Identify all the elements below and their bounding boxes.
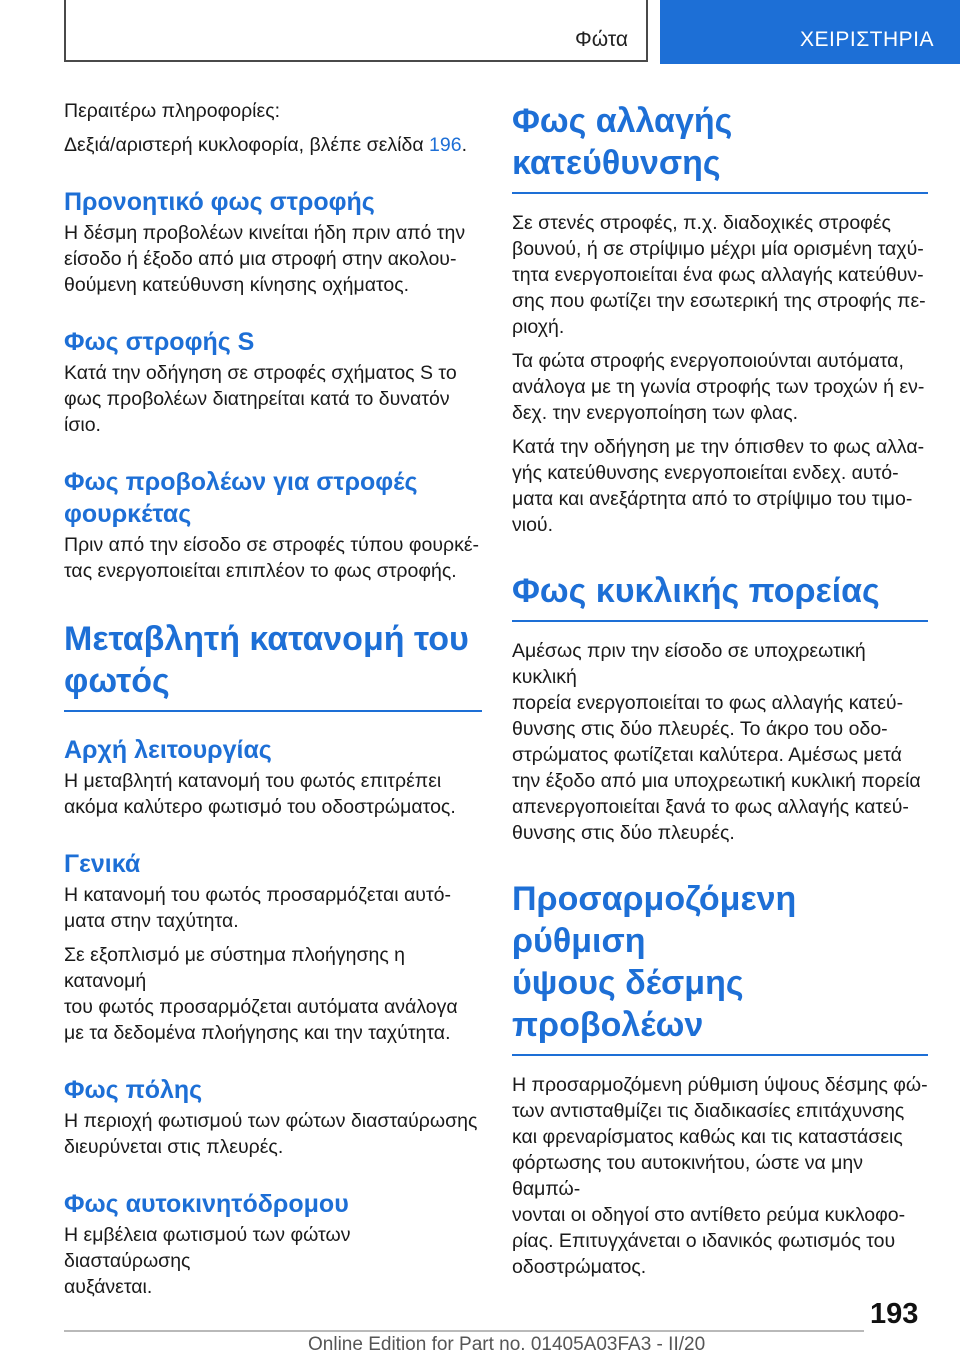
heading-line: Μεταβλητή κατανομή του <box>64 620 469 658</box>
text-line: ριοχή. <box>512 316 565 338</box>
chapter-tab <box>660 0 960 64</box>
reference-text: Δεξιά/αριστερή κυκλοφορία, βλέπε σελίδα <box>64 134 430 156</box>
text-line: διευρύνεται στις πλευρές. <box>64 1136 284 1158</box>
paragraph-general-2 <box>64 942 482 1046</box>
section-divider <box>512 192 928 194</box>
heading-principle: Αρχή λειτουργίας <box>64 736 272 764</box>
text-line: Σε στενές στροφές, π.χ. διαδοχικές στροφές <box>512 212 891 234</box>
text-line: Τα φώτα στροφής ενεργοποιούνται αυτόματα, <box>512 350 904 372</box>
text-line: βουνού, ή σε στρίψιμο μέχρι μία ορισμένη ταχύ‐ <box>512 238 924 260</box>
intro-label: Περαιτέρω πληροφορίες: <box>64 100 281 122</box>
paragraph-s-curve-light <box>64 360 482 438</box>
section-divider <box>512 620 928 622</box>
paragraph-motorway-light <box>64 1222 482 1300</box>
heading-hairpin-light <box>64 466 482 530</box>
heading-line: φωτός <box>64 662 170 700</box>
text-line: του φωτός προσαρμόζεται αυτόματα ανάλογα <box>64 996 458 1018</box>
left-column <box>64 98 482 1300</box>
text-line: ακόμα καλύτερο φωτισμό του οδοστρώματος. <box>64 796 456 818</box>
text-line: Κατά την οδήγηση σε στροφές σχήματος S το <box>64 362 457 384</box>
text-line: φως προβολέων διατηρείται κατά το δυνατόν <box>64 388 450 410</box>
text-line: πορεία ενεργοποιείται το φως αλλαγής κατεύ‐ <box>512 692 904 714</box>
right-column <box>512 100 928 1280</box>
text-line: Η δέσμη προβολέων κινείται ήδη πριν από την <box>64 222 466 244</box>
heading-s-curve-light: Φως στροφής S <box>64 328 255 356</box>
footer-divider <box>64 1330 864 1332</box>
heading-general: Γενικά <box>64 850 141 878</box>
text-line: Η μεταβλητή κατανομή του φωτός επιτρέπει <box>64 770 442 792</box>
text-line: ματα και ανεξάρτητα από το στρίψιμο του τιμο‐ <box>512 488 913 510</box>
heading-line: Προσαρμοζόμενη ρύθμιση <box>512 880 797 960</box>
heading-turning-light <box>512 100 928 184</box>
text-line: αυξάνεται. <box>64 1276 153 1298</box>
text-line: θυνσης στις δύο πλευρές. Το άκρο του οδο‐ <box>512 718 888 740</box>
heading-variable-light-distribution <box>64 618 482 702</box>
text-line: θυνσης στις δύο πλευρές. <box>512 822 735 844</box>
page-header <box>0 0 960 66</box>
section-divider <box>512 1054 928 1056</box>
intro-reference <box>64 132 482 158</box>
heading-line: Φως αλλαγής <box>512 102 733 140</box>
heading-roundabout-light: Φως κυκλικής πορείας <box>512 572 880 610</box>
heading-line: φουρκέτας <box>64 500 192 528</box>
section-tab <box>64 0 648 62</box>
text-line: γής κατεύθυνσης ενεργοποιείται ενδεχ. αυτό‐ <box>512 462 899 484</box>
page-number: 193 <box>870 1298 919 1330</box>
edition-text: Online Edition for Part no. 01405A03FA3 - II/20 <box>308 1334 706 1355</box>
text-line: Η εμβέλεια φωτισμού των φώτων διασταύρωσης <box>64 1224 351 1272</box>
text-line: την έξοδο από μια υποχρεωτική κυκλική πορεία <box>512 770 921 792</box>
heading-predictive-cornering: Προνοητικό φως στροφής <box>64 188 375 216</box>
paragraph-principle <box>64 768 482 820</box>
paragraph-predictive-cornering <box>64 220 482 298</box>
chapter-title: ΧΕΙΡΙΣΤΗΡΙΑ <box>800 28 935 51</box>
text-line: οδοστρώματος. <box>512 1256 647 1278</box>
section-title: Φώτα <box>575 28 628 51</box>
text-line: φόρτωσης του αυτοκινήτου, ώστε να μην θαμπώ‐ <box>512 1152 864 1200</box>
paragraph-turning-light-3 <box>512 434 928 538</box>
heading-line: ύψους δέσμης προβολέων <box>512 964 744 1044</box>
heading-line: Φως προβολέων για στροφές <box>64 468 418 496</box>
heading-adaptive-headlight-range <box>512 878 928 1046</box>
text-line: απενεργοποιείται ξανά το φως αλλαγής κατεύ‐ <box>512 796 909 818</box>
heading-line: κατεύθυνσης <box>512 144 721 182</box>
page-link[interactable]: 196 <box>429 134 462 156</box>
text-line: Κατά την οδήγηση με την όπισθεν το φως αλλα‐ <box>512 436 925 458</box>
text-line: δεχ. την ενεργοποίηση των φλας. <box>512 402 799 424</box>
reference-end: . <box>461 134 467 156</box>
text-line: Σε εξοπλισμό με σύστημα πλοήγησης η κατανομή <box>64 944 405 992</box>
text-line: είσοδο ή έξοδο από μια στροφή στην ακολου‐ <box>64 248 457 270</box>
text-line: σης που φωτίζει την εσωτερική της στροφής πε‐ <box>512 290 926 312</box>
text-line: με τα δεδομένα πλοήγησης και την ταχύτητα. <box>64 1022 451 1044</box>
text-line: Πριν από την είσοδο σε στροφές τύπου φουρκέ‐ <box>64 534 480 556</box>
text-line: Αμέσως πριν την είσοδο σε υποχρεωτική κυκλική <box>512 640 866 688</box>
paragraph-turning-light-2 <box>512 348 928 426</box>
paragraph-turning-light-1 <box>512 210 928 340</box>
text-line: και φρεναρίσματος καθώς και τις καταστάσεις <box>512 1126 903 1148</box>
section-divider <box>64 710 482 712</box>
paragraph-roundabout-light <box>512 638 928 846</box>
text-line: Η προσαρμοζόμενη ρύθμιση ύψους δέσμης φώ‐ <box>512 1074 928 1096</box>
paragraph-adaptive-headlight-range <box>512 1072 928 1280</box>
text-line: τητα ενεργοποιείται ένα φως αλλαγής κατεύθυν‐ <box>512 264 924 286</box>
text-line: στρώματος φωτίζεται καλύτερα. Αμέσως μετά <box>512 744 902 766</box>
text-line: Η περιοχή φωτισμού των φώτων διασταύρωσης <box>64 1110 478 1132</box>
text-line: Η κατανομή του φωτός προσαρμόζεται αυτό‐ <box>64 884 451 906</box>
text-line: ρίας. Επιτυγχάνεται ο ιδανικός φωτισμός του <box>512 1230 896 1252</box>
text-line: των αντισταθμίζει τις διαδικασίες επιτάχυνσης <box>512 1100 905 1122</box>
text-line: ανάλογα με τη γωνία στροφής των τροχών ή εν‐ <box>512 376 925 398</box>
paragraph-general-1 <box>64 882 482 934</box>
paragraph-hairpin-light <box>64 532 482 584</box>
text-line: νιού. <box>512 514 554 536</box>
text-line: ματα στην ταχύτητα. <box>64 910 239 932</box>
heading-motorway-light: Φως αυτοκινητόδρομου <box>64 1190 349 1218</box>
text-line: θούμενη κατεύθυνση κίνησης οχήματος. <box>64 274 410 296</box>
text-line: ίσιο. <box>64 414 101 436</box>
paragraph-town-light <box>64 1108 482 1160</box>
text-line: τας ενεργοποιείται επιπλέον το φως στροφής. <box>64 560 457 582</box>
heading-town-light: Φως πόλης <box>64 1076 203 1104</box>
text-line: νονται οι οδηγοί στο αντίθετο ρεύμα κυκλοφο‐ <box>512 1204 906 1226</box>
